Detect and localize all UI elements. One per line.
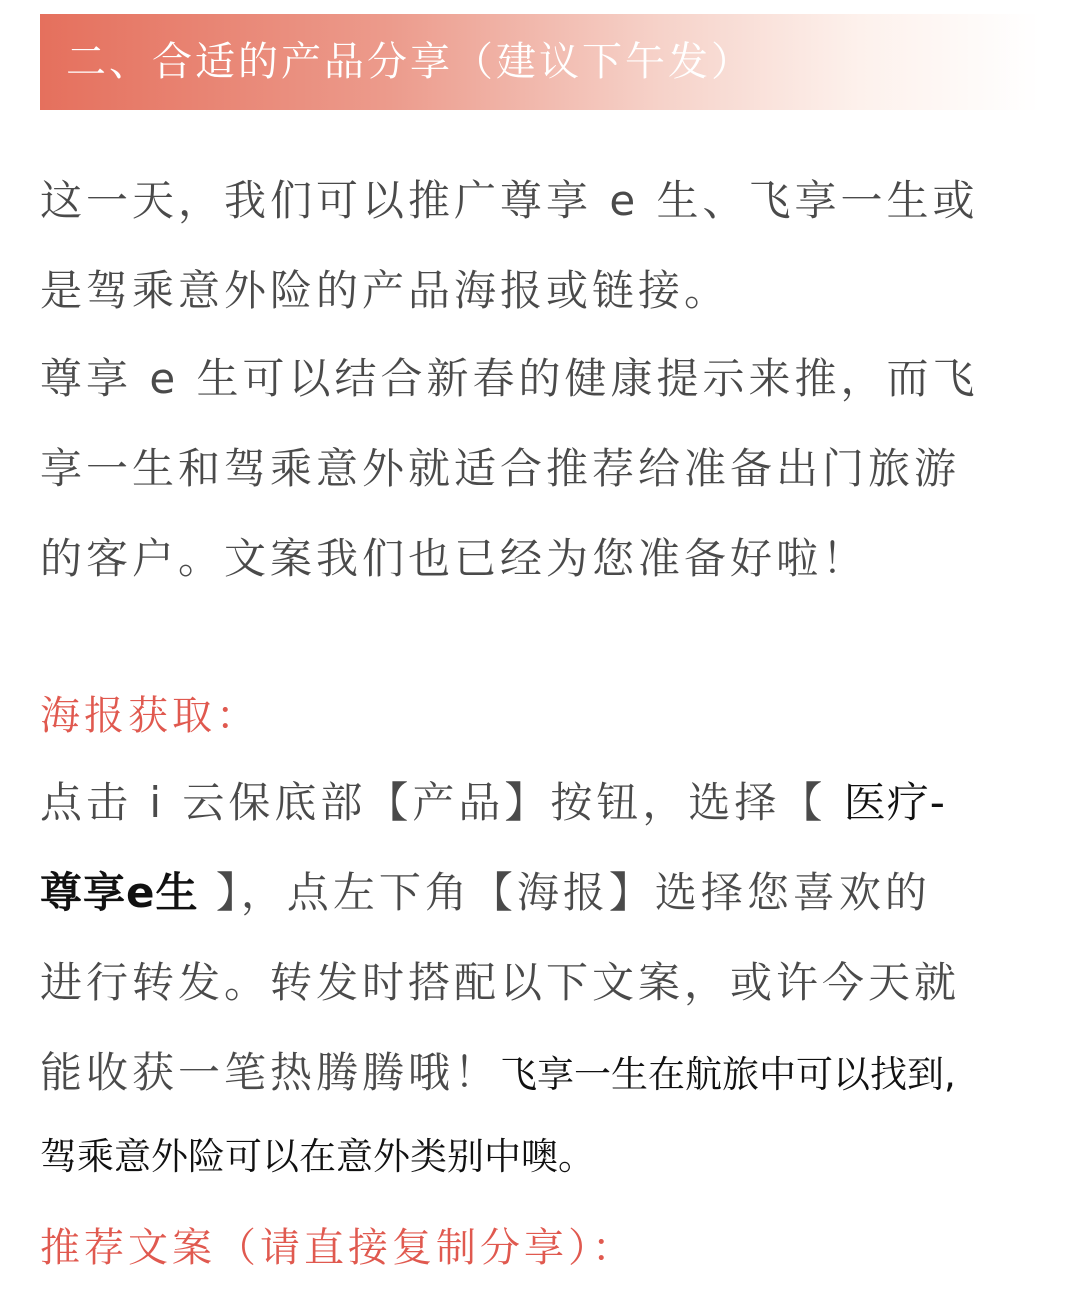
poster-instructions xyxy=(40,758,1040,1192)
instruction-text: 能收获一笔热腾腾哦！ xyxy=(40,1048,501,1097)
instruction-line: 进行转发。转发时搭配以下文案，或许今天就 xyxy=(40,958,961,1007)
instruction-line xyxy=(40,848,1040,938)
instruction-text: 点击 i 云保底部【产品】按钮，选择【 xyxy=(40,778,844,827)
section-title: 二、合适的产品分享（建议下午发） xyxy=(66,39,754,85)
instruction-line xyxy=(40,1118,1040,1192)
instruction-line xyxy=(40,758,1040,848)
instruction-line xyxy=(40,1028,1040,1118)
intro-line: 享一生和驾乘意外就适合推荐给准备出门旅游 xyxy=(40,444,961,493)
intro-paragraph xyxy=(40,156,1040,336)
intro-line: 尊享 e 生可以结合新春的健康提示来推，而飞 xyxy=(40,354,979,403)
product-name-highlight: 尊享e生 xyxy=(40,868,199,917)
intro-line: 是驾乘意外险的产品海报或链接。 xyxy=(40,266,731,315)
intro-line: 这一天，我们可以推广尊享 e 生、飞享一生或 xyxy=(40,176,979,225)
poster-heading: 海报获取： xyxy=(40,693,260,739)
section-banner xyxy=(40,14,1040,110)
product-location-note: 飞享一生在航旅中可以找到, xyxy=(500,1053,956,1096)
intro-line: 的客户。文案我们也已经为您准备好啦！ xyxy=(40,534,869,583)
instruction-text: 】，点左下角【海报】选择您喜欢的 xyxy=(198,868,931,917)
intro-paragraph-2 xyxy=(40,334,1040,604)
copy-heading: 推荐文案（请直接复制分享）： xyxy=(40,1225,636,1271)
product-location-note: 驾乘意外险可以在意外类别中噢。 xyxy=(40,1135,595,1178)
product-name-highlight: 医疗- xyxy=(843,778,946,827)
